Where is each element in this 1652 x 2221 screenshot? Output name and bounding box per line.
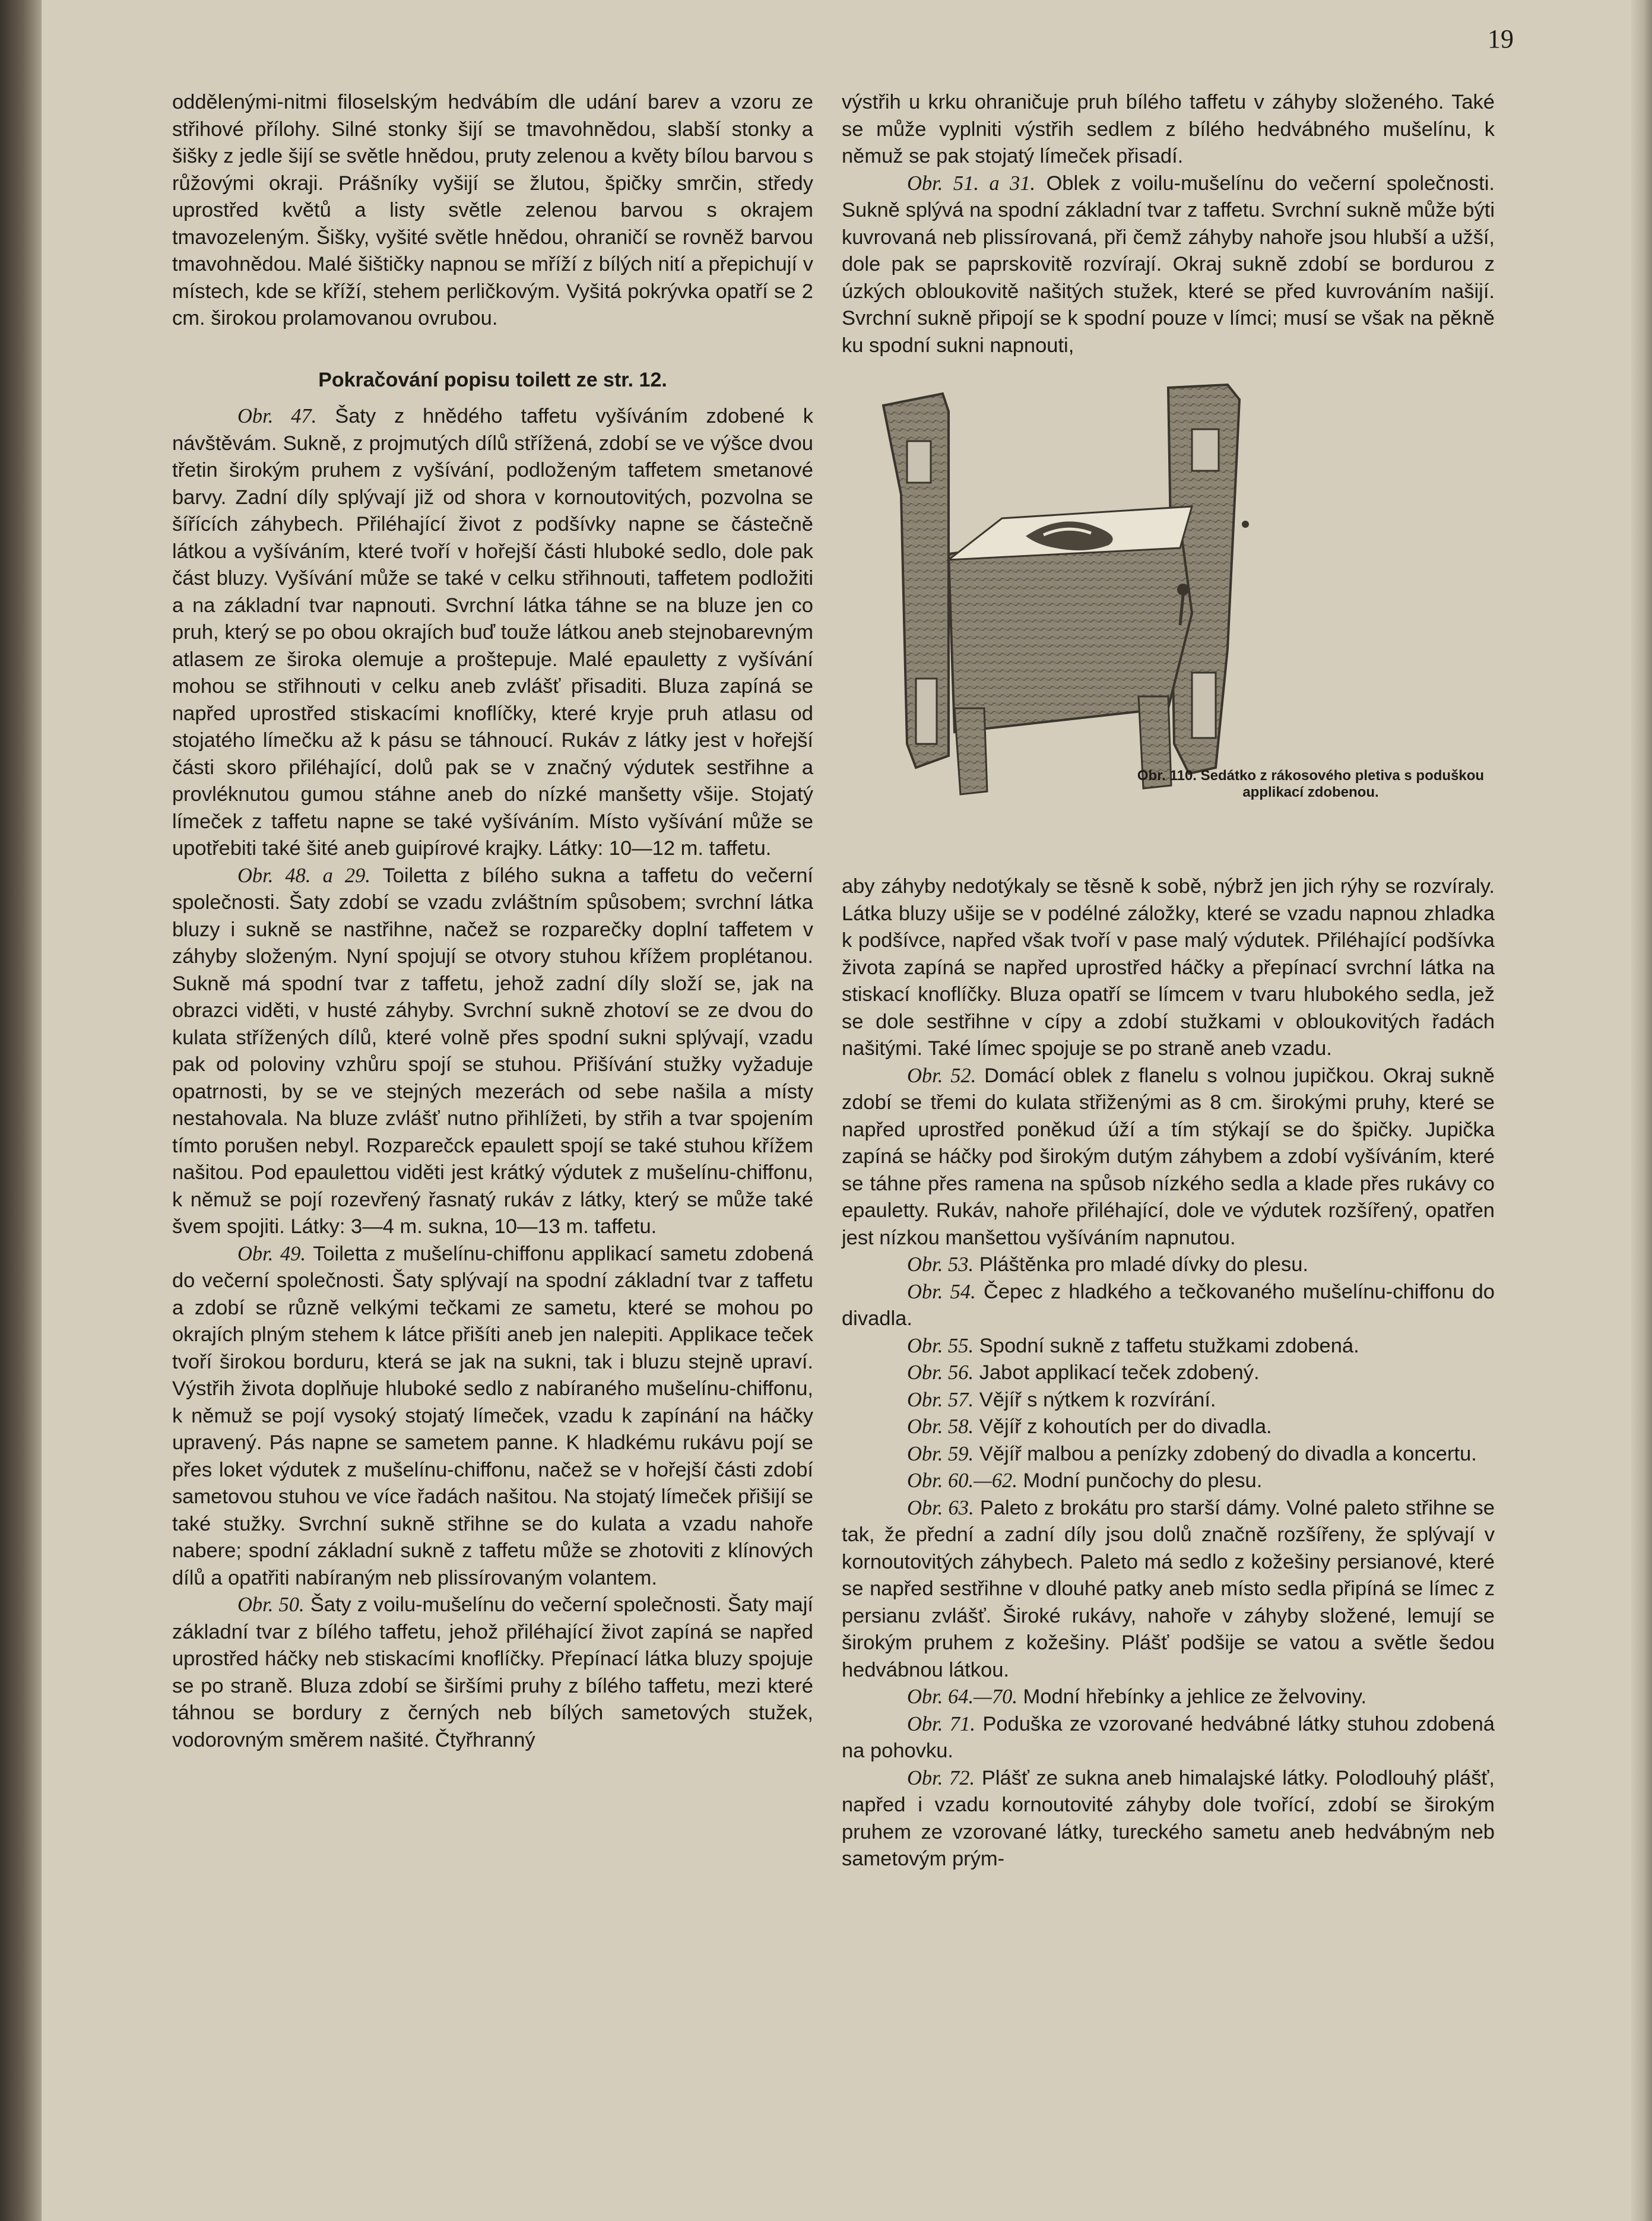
entry-obr-51-continued: aby záhyby nedotýkaly se těsně k sobě, nýbrž jen jich rýhy se rozvíraly. Látka bluzy ušije se v podélné záložky, které se vzadu napnou zhladka k podšívce, napřed však tvoří v pase malý výdutek. Přiléhající podšívka života zapíná se napřed uprostřed háčky a přepínací svrchní látka na stiskací knoflíčky. Bluza opatří se límcem v tvaru hlubokého sedla, jež se dole sestřihne v cípy a zdobí stužkami v obloukovitých řadách našitými. Také límec spojuje se po straně aneb vzadu. [842,875,1495,1060]
entry-obr-55 [842,1333,1495,1360]
entry-obr-50 [172,1592,813,1754]
entry-text: Pláštěnka pro mladé dívky do plesu. [979,1253,1308,1276]
figure-ref: Obr. 50. [237,1593,305,1616]
entry-text: Paleto z brokátu pro starší dámy. Volné paleto střihne se tak, že přední a zadní díly jsou dolů značně rozšířeny, že splývají v kornoutovitých záhybech. Paleto má sedlo z kožešiny persianové, které se napřed sestřihne v dlouhé patky aneb místo sedla připíná se límec z persianu zvlášť. Široké rukávy, nahoře v záhyby složené, lemují se širokým pruhem z kožešiny. Plášť podšije se vatou a světle šedou hedvábnou látkou. [842,1496,1495,1681]
entry-obr-49 [172,1241,813,1592]
figure-ref: Obr. 60.—62. [907,1469,1017,1492]
intro-paragraph: oddělenými-nitmi filoselským hedvábím dle udání barev a vzoru ze střihové přílohy. Silné stonky šijí se tmavohnědou, slabší stonky a šišky z jedle šijí se světle hnědou, pruty zelenou a květy bílou barvou s růžovými okraji. Prášníky vyšijí se žlutou, špičky smrčin, středy uprostřed květů a listy světle zelenou barvou s okrajem tmavozeleným. Šišky, vyšité světle hnědou, ohraničí se rovněž barvou tmavohnědou. Malé šištičky napnou se mříží z bílých nití a přepichují v místech, kde se kříží, stehem perličkovým. Vyšitá pokrývka opatří se 2 cm. širokou prolamovanou ovrubou. [172,91,813,329]
entry-text: Vějíř malbou a penízky zdobený do divadla a koncertu. [979,1442,1477,1465]
figure-ref: Obr. 72. [907,1766,975,1789]
entry-obr-63 [842,1495,1495,1684]
continued-paragraph: výstřih u krku ohraničuje pruh bílého taffetu v záhyby složeného. Také se může vyplniti výstřih sedlem z bílého hedvábného mušelínu, k němuž se pak stojatý límeček přisadí. [842,91,1495,167]
entry-obr-54 [842,1279,1495,1333]
figure-ref: Obr. 59. [907,1442,974,1465]
entry-text: Spodní sukně z taffetu stužkami zdobená. [979,1334,1359,1357]
book-binding-shadow [0,0,42,2221]
figure-110 [842,376,1495,851]
figure-ref: Obr. 71. [907,1712,975,1735]
figure-ref: Obr. 47. [237,405,317,427]
entry-text: Jabot applikací teček zdobený. [979,1361,1260,1384]
entry-obr-47 [172,403,813,863]
figure-ref: Obr. 49. [237,1242,306,1265]
figure-ref: Obr. 53. [907,1253,974,1276]
figure-ref: Obr. 57. [907,1388,974,1411]
entry-text: Poduška ze vzorované hedvábné látky stuhou zdobená na pohovku. [842,1712,1495,1762]
entry-text: Šaty z voilu-mušelínu do večerní společnosti. Šaty mají základní tvar z bílého taffetu, jehož přiléhající život zapíná se napřed uprostřed háčky neb stiskacími knoflíčky. Přepínací látka bluzy spojuje se po straně. Bluza zdobí se širšími pruhy z bílého taffetu, mezi které táhnou se bordury z černých neb bílých sametových stužek, vodorovným směrem našité. Čtyřhranný [172,1593,813,1751]
front-left-leg [955,708,987,794]
entry-obr-48 [172,863,813,1241]
figure-ref: Obr. 63. [907,1496,974,1519]
section-heading: Pokračování popisu toilett ze str. 12. [318,368,667,391]
entry-obr-51 [842,170,1495,360]
entry-obr-52 [842,1063,1495,1252]
figure-ref: Obr. 51. a 31. [907,172,1036,195]
entry-obr-71 [842,1711,1495,1765]
figure-ref: Obr. 64.—70. [907,1685,1017,1708]
figure-ref: Obr. 54. [907,1280,976,1303]
entry-text: Čepec z hladkého a tečkovaného mušelínu-chiffonu do divadla. [842,1280,1495,1330]
entry-obr-58 [842,1414,1495,1441]
entry-text: Oblek z voilu-mušelínu do večerní společnosti. Sukně splývá na spodní základní tvar z taffetu. Svrchní sukně může býti kuvrovaná neb plissírovaná, při čemž záhyby nahoře jsou hlubší a užší, dole pak se paprskovitě rozvírají. Okraj sukně zdobí se bordurou z úzkých obloukovitě našitých stužek, které se před kuvrováním našijí. Svrchní sukně připojí se k spodní pouze v límci; musí se však na pěkně ku spodní sukni napnouti, [842,172,1495,357]
figure-ref: Obr. 56. [907,1361,974,1384]
left-column [172,89,813,1754]
wicker-stool-illustration [860,376,1287,803]
entry-obr-57 [842,1387,1495,1414]
figure-caption: Obr. 110. Sedátko z rákosového pletiva s poduškou applikací zdobenou. [1137,768,1485,800]
figure-ref: Obr. 52. [907,1064,976,1087]
entry-text: Modní punčochy do plesu. [1023,1469,1263,1492]
entry-text: Modní hřebínky a jehlice ze želvoviny. [1023,1685,1367,1708]
entry-obr-72 [842,1765,1495,1873]
entry-obr-56 [842,1360,1495,1387]
page-number: 19 [1488,24,1514,53]
entry-text: Vějíř s nýtkem k rozvírání. [979,1388,1216,1411]
entry-text: Šaty z hnědého taffetu vyšíváním zdobené k návštěvám. Sukně, z projmutých dílů střížená, zdobí se ve výšce dvou třetin širokým pruhem z vyšívání, podloženým taffetem smetanové barvy. Zadní díly splývají již od shora v kornoutovitých, pozvolna se šířících záhybech. Přiléhající život z podšívky napne se částečně látkou a vyšíváním, které tvoří v hořejší části hluboké sedlo, dole pak část bluzy. Vyšívání může se také v celku střihnouti, taffetem podložiti a na základní tvar napnouti. Svrchní látka táhne se na bluze jen co pruh, který se po obou okrajích buď touže látkou aneb stejnobarevným atlasem ze široka olemuje a proštepuje. Malé epauletty z vyšívání mohou se střihnouti v celku aneb zvlášť přisaditi. Bluza zapíná se napřed uprostřed stiskacími knoflíčky, které kryje pruh atlasu od stojatého límečku až k pásu se táhnoucí. Rukáv z látky jest v hořejší části skoro přiléhající, dolů pak se v značný výdutek sestřihne a provléknutou gumou stáhne aneb do nízké manšetty všije. Stojatý límeček z taffetu napne se také vyšíváním. Místo vyšívání může se upotřebiti také šité aneb guipírové krajky. Látky: 10—12 m. taffetu. [172,405,813,860]
entry-text: Toiletta z mušelínu-chiffonu applikací sametu zdobená do večerní společnosti. Šaty splývají na spodní základní tvar z taffetu a zdobí se různě velkými tečkami ze sametu, které se mohou po okrajích plným stehem k látce přišíti aneb jen nalepiti. Applikace teček tvoří širokou borduru, která se jak na sukni, tak i bluzu stejně upraví. Výstřih života doplňuje hluboké sedlo z nabíraného mušelínu-chiffonu, k němuž se pojí vysoký stojatý límeček, vzadu k zapínání na háčky upravený. Pás napne se sametem panne. K hladkému rukávu pojí se přes loket výdutek z mušelínu-chiffonu, načež se v hořejší části zdobí sametovou stuhou ve více řadách našitou. Na stojatý límeček přišijí se také stužky. Svrchní sukně střihne se do kulata a vzadu nahoře nabere; spodní základní sukně z taffetu může se zhotoviti z klínových dílů a opatřiti nabíraným neb plissírovaným volantem. [172,1242,813,1589]
entry-obr-60 [842,1468,1495,1495]
entry-text: Vějíř z kohoutích per do divadla. [979,1415,1272,1438]
figure-ref: Obr. 48. a 29. [237,864,371,887]
entry-text: Domácí oblek z flanelu s volnou jupičkou. Okraj sukně zdobí se třemi do kulata střiženými as 8 cm. širokými pruhy, které se napřed uprostřed poněkud úží a tím stýkají se do špičky. Jupička zapíná se háčky pod širokým dutým záhybem a zdobí vyšíváním, které se táhne přes ramena na spůsob nízkého sedla a klade přes rukávy co epauletty. Rukáv, nahoře přiléhající, dole ve výdutek rozšířený, opatřen jest nízkou manšettou vyšíváním napnutou. [842,1064,1495,1249]
entry-text: Toiletta z bílého sukna a taffetu do večerní společnosti. Šaty zdobí se vzadu zvláštním spůsobem; svrchní látka bluzy i sukně se nastřihne, načež se rozparečky doplní taffetem v záhyby složeným. Nyní spojují se otvory stuhou křížem proplétanou. Sukně má spodní tvar z taffetu, jehož zadní díly složí se, jak na obrazci viděti, v husté záhyby. Svrchní sukně zhotoví se ze dvou do kulata střížených dílů, které volně přes spodní sukni splývají, vzadu pak od poloviny vzhůru spojí se stuhou. Přišívání stužky vyžaduje opatrnosti, by se ve stejných mezerách od sebe našila a místy nestahovala. Na bluze zvlášť nutno přihlížeti, by střih a tvar spojením tímto porušen nebyl. Rozparečck epaulett spojí se také stuhou křížem našitou. Pod epaulettou viděti jest krátký výdutek z mušelínu-chiffonu, k němuž se pojí rozevřený řasnatý rukáv z látky, který se může také švem spojiti. Látky: 3—4 m. sukna, 10—13 m. taffetu. [172,864,813,1238]
entry-obr-53 [842,1252,1495,1279]
figure-ref: Obr. 55. [907,1334,974,1357]
entry-text: Plášť ze sukna aneb himalajské látky. Polodlouhý plášť, napřed i vzadu kornoutovité záhyby dole tvořící, zdobí se širokým pruhem ze vzorované látky, tureckého sametu aneb hedvábným neb sametovým prým- [842,1766,1495,1870]
figure-ref: Obr. 58. [907,1415,974,1438]
page-edge [1631,0,1652,2221]
entry-obr-64 [842,1684,1495,1711]
right-column [842,89,1495,1873]
entry-obr-59 [842,1441,1495,1468]
